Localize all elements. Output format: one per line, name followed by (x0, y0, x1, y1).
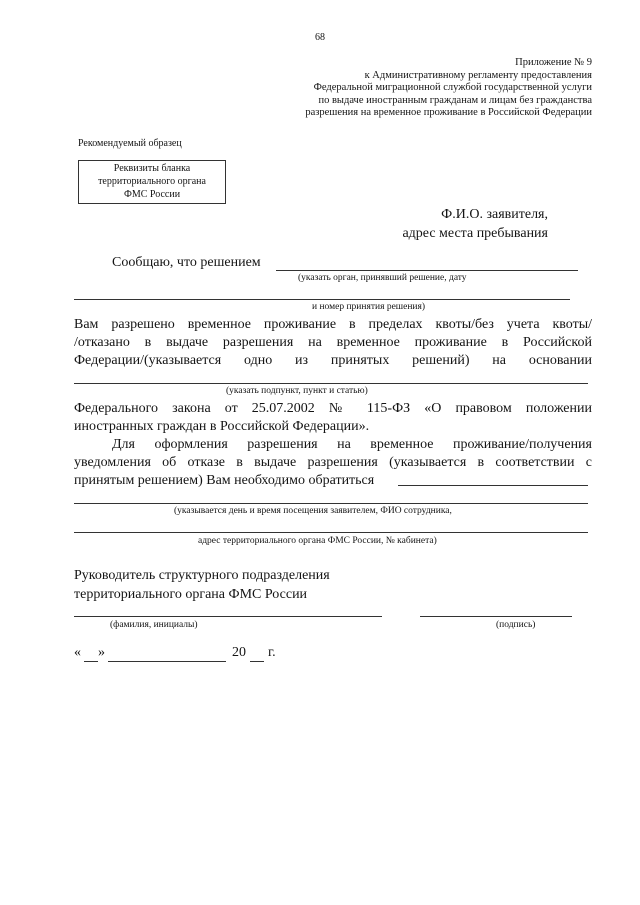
day-field[interactable] (84, 661, 98, 662)
requisites-line: ФМС России (123, 189, 181, 200)
year-suffix: г. (268, 645, 276, 660)
hint-organ: (указать орган, принявший решение, дату (298, 273, 467, 283)
applicant-block (402, 205, 548, 243)
appendix-number: Приложение № 9 (515, 57, 592, 68)
applicant-address-label: адрес места пребывания (402, 226, 548, 241)
address-field[interactable] (74, 532, 588, 533)
contact-field[interactable] (398, 485, 588, 486)
month-field[interactable] (108, 661, 226, 662)
year-field[interactable] (250, 661, 264, 662)
year-prefix: 20 (232, 645, 246, 660)
applicant-name-label: Ф.И.О. заявителя, (441, 207, 548, 222)
paragraph-line: /отказано в выдаче разрешения на временное проживание в Российской (74, 335, 592, 350)
inform-prefix: Сообщаю, что решением (112, 255, 261, 270)
requisites-box (78, 160, 226, 204)
requisites-line: Реквизиты бланка (113, 163, 191, 174)
hint-name: (фамилия, инициалы) (110, 620, 198, 630)
hint-article: (указать подпункт, пункт и статью) (226, 386, 368, 396)
paragraph-line: Федерального закона от 25.07.2002 № 115-ФЗ «О правовом положении (74, 401, 592, 416)
signatory-title-line: Руководитель структурного подразделения (74, 568, 330, 583)
decision-number-field[interactable] (74, 299, 570, 300)
paragraph-contact (74, 436, 592, 490)
paragraph-line: Вам разрешено временное проживание в пределах квоты/без учета квоты/ (74, 317, 592, 332)
paragraph-line: уведомления об отказе в выдаче разрешения (указывается в соответствии с (74, 455, 592, 470)
appendix-line: по выдаче иностранным гражданам и лицам без гражданства (318, 94, 592, 106)
visit-field[interactable] (74, 503, 588, 504)
requisites-line: территориального органа (98, 176, 206, 187)
hint-visit: (указывается день и время посещения заявителем, ФИО сотрудника, (174, 506, 452, 516)
name-field[interactable] (74, 616, 382, 617)
appendix-line: Федеральной миграционной службой государственной услуги (313, 82, 592, 94)
decision-organ-field[interactable] (276, 270, 578, 271)
paragraph-line: принятым решением) Вам необходимо обратиться (74, 473, 375, 488)
appendix-line: к Административному регламенту предоставления (364, 69, 592, 81)
signature-field[interactable] (420, 616, 572, 617)
page-number: 68 (315, 32, 325, 43)
sample-label: Рекомендуемый образец (78, 138, 182, 149)
paragraph-line: Федерации/(указывается одно из принятых решений) на основании (74, 353, 592, 368)
appendix-line: разрешения на временное проживание в Российской Федерации (305, 107, 592, 119)
paragraph-line: иностранных граждан в Российской Федерации». (74, 419, 370, 434)
hint-signature: (подпись) (496, 620, 536, 630)
signatory-title (74, 566, 330, 604)
date-open-quote: « (74, 645, 81, 660)
appendix-header (305, 57, 592, 120)
paragraph-line: Для оформления разрешения на временное проживание/получения (112, 437, 592, 452)
hint-number: и номер принятия решения) (312, 302, 426, 312)
article-field[interactable] (74, 383, 588, 384)
signatory-title-line: территориального органа ФМС России (74, 587, 308, 602)
paragraph-decision (74, 316, 592, 370)
hint-address: адрес территориального органа ФМС России, № кабинета) (198, 536, 437, 546)
date-close-quote: » (98, 645, 105, 660)
paragraph-law (74, 400, 592, 436)
